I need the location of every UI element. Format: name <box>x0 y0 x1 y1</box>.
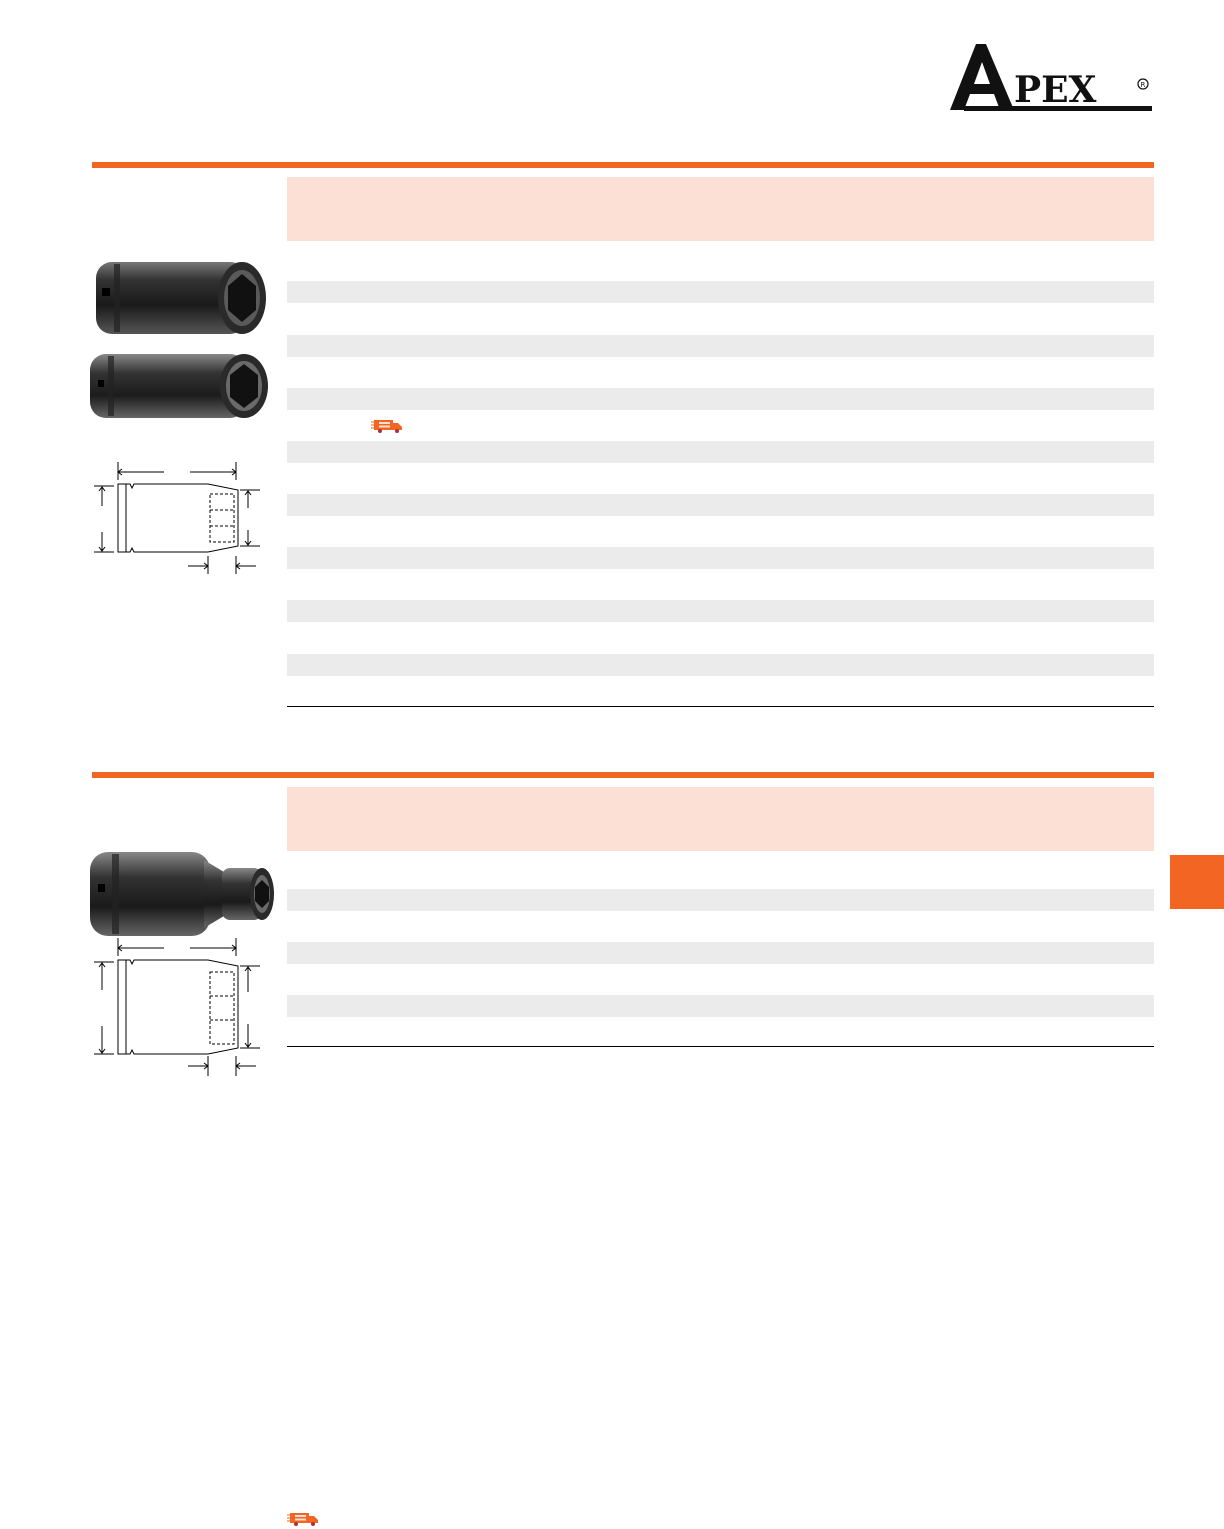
double-hex-socket-photo <box>86 350 272 422</box>
table-row <box>287 942 1154 964</box>
section-2-top-rule <box>92 772 1154 778</box>
table-row <box>287 889 1154 911</box>
apex-logo <box>940 40 1155 118</box>
table-row <box>287 468 1154 490</box>
table-row <box>287 968 1154 990</box>
table-row <box>287 281 1154 303</box>
table-row <box>287 600 1154 622</box>
table-row <box>287 627 1154 649</box>
section-2-table-header <box>287 787 1154 851</box>
section-1-top-rule <box>92 162 1154 168</box>
section-2-bottom-rule <box>287 1046 1154 1047</box>
section-1-bottom-rule <box>287 706 1154 707</box>
rapid-delivery-truck-icon <box>371 417 403 433</box>
section-tab-marker <box>1170 855 1224 909</box>
table-row <box>287 441 1154 463</box>
table-row <box>287 335 1154 357</box>
table-row <box>287 388 1154 410</box>
table-row <box>287 864 1154 886</box>
table-row <box>287 362 1154 384</box>
svg-text:R: R <box>1140 81 1146 89</box>
table-row <box>287 654 1154 676</box>
table-row <box>287 415 1154 437</box>
table-row <box>287 521 1154 543</box>
long-hex-socket-photo <box>88 256 272 340</box>
table-row <box>287 547 1154 569</box>
socket-dimension-diagram <box>92 458 262 578</box>
apex-logo-mark <box>940 40 1155 118</box>
table-row <box>287 915 1154 937</box>
rapid-delivery-truck-icon <box>287 1510 319 1526</box>
table-row <box>287 258 1154 280</box>
table-row <box>287 309 1154 331</box>
table-row <box>287 494 1154 516</box>
table-row <box>287 995 1154 1017</box>
table-row <box>287 1020 1154 1042</box>
table-row <box>287 574 1154 596</box>
step-down-socket-photo <box>84 846 280 942</box>
section-1-table-header <box>287 177 1154 241</box>
logo-text: PEX <box>1014 69 1097 111</box>
socket-dimension-diagram <box>92 934 262 1078</box>
